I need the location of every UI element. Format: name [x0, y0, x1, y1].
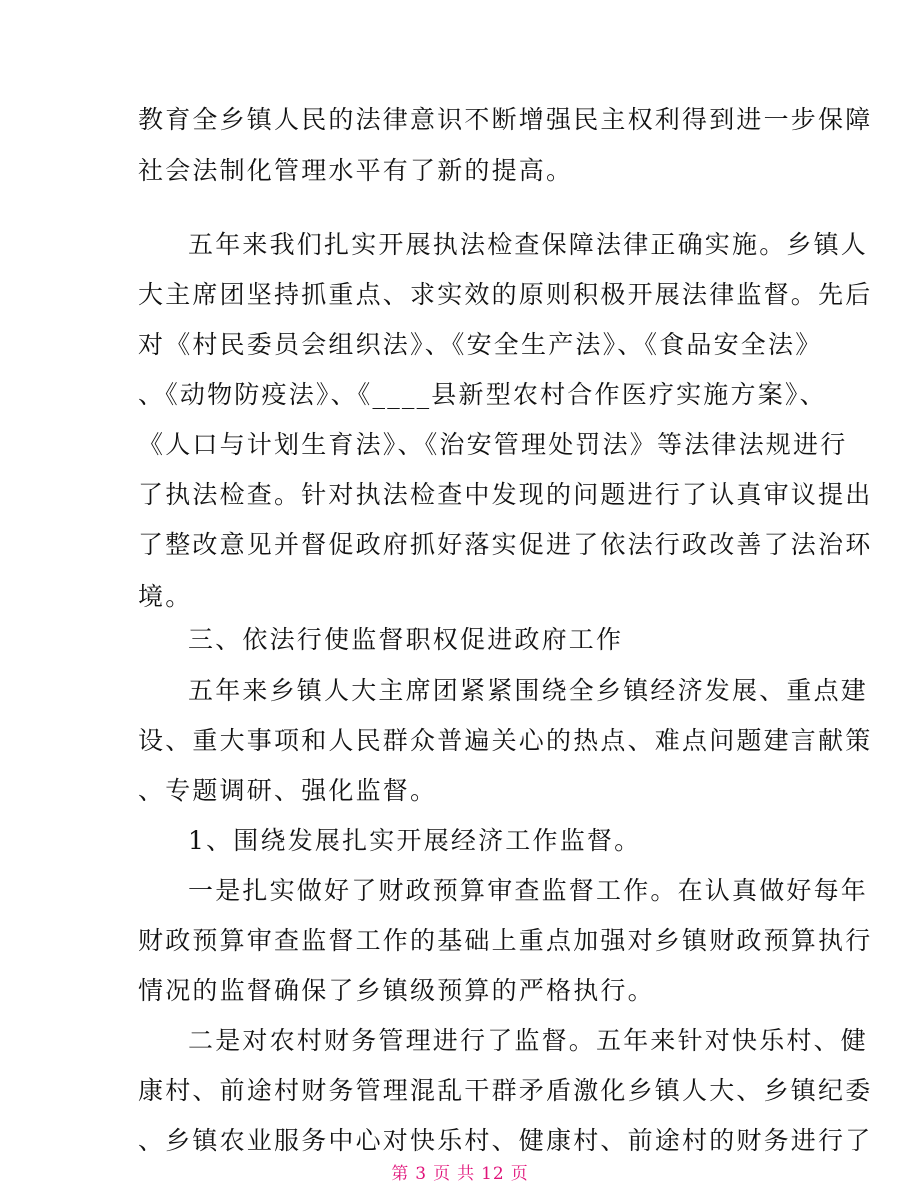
- subsection-heading: 1、围绕发展扎实开展经济工作监督。: [188, 826, 642, 855]
- body-text-line: 对《村民委员会组织法》、《安全生产法》、《食品安全法》: [138, 330, 823, 359]
- body-text-line: 康村、前途村财务管理混乱干群矛盾激化乡镇人大、乡镇纪委: [138, 1076, 873, 1105]
- body-text-line: 社会法制化管理水平有了新的提高。: [138, 156, 574, 185]
- body-text-line: 财政预算审查监督工作的基础上重点加强对乡镇财政预算执行: [138, 926, 873, 955]
- footer-prefix: 第: [391, 1164, 410, 1184]
- body-text-line: 一是扎实做好了财政预算审查监督工作。在认真做好每年: [188, 876, 869, 905]
- body-text-line: 、乡镇农业服务中心对快乐村、健康村、前途村的财务进行了: [138, 1126, 873, 1155]
- body-text-line: 、《动物防疫法》、《____县新型农村合作医疗实施方案》、: [138, 380, 827, 409]
- body-text-line: 境。: [138, 582, 193, 611]
- body-text-line: 情况的监督确保了乡镇级预算的严格执行。: [138, 976, 655, 1005]
- footer-page-unit: 页: [433, 1164, 452, 1184]
- body-text-line: 设、重大事项和人民群众普遍关心的热点、难点问题建言献策: [138, 726, 873, 755]
- body-text-line: 《人口与计划生育法》、《治安管理处罚法》等法律法规进行: [138, 430, 848, 459]
- body-text-line: 了执法检查。针对执法检查中发现的问题进行了认真审议提出: [138, 480, 873, 509]
- body-text-line: 大主席团坚持抓重点、求实效的原则积极开展法律监督。先后: [138, 280, 873, 309]
- footer-total-label: 共: [457, 1164, 476, 1184]
- body-text-line: 、专题调研、强化监督。: [138, 776, 438, 805]
- footer-current-page: 3: [415, 1164, 428, 1184]
- body-text-line: 五年来乡镇人大主席团紧紧围绕全乡镇经济发展、重点建: [188, 676, 869, 705]
- section-heading: 三、依法行使监督职权促进政府工作: [188, 625, 624, 654]
- body-text-line: 了整改意见并督促政府抓好落实促进了依法行政改善了法治环: [138, 530, 873, 559]
- body-text-line: 五年来我们扎实开展执法检查保障法律正确实施。乡镇人: [188, 230, 869, 259]
- footer-total-pages: 12: [481, 1164, 505, 1184]
- page-number-footer: [0, 1163, 920, 1185]
- body-text-line: 教育全乡镇人民的法律意识不断增强民主权利得到进一步保障: [138, 105, 873, 134]
- footer-page-unit-end: 页: [510, 1164, 529, 1184]
- body-text-line: 二是对农村财务管理进行了监督。五年来针对快乐村、健: [188, 1026, 869, 1055]
